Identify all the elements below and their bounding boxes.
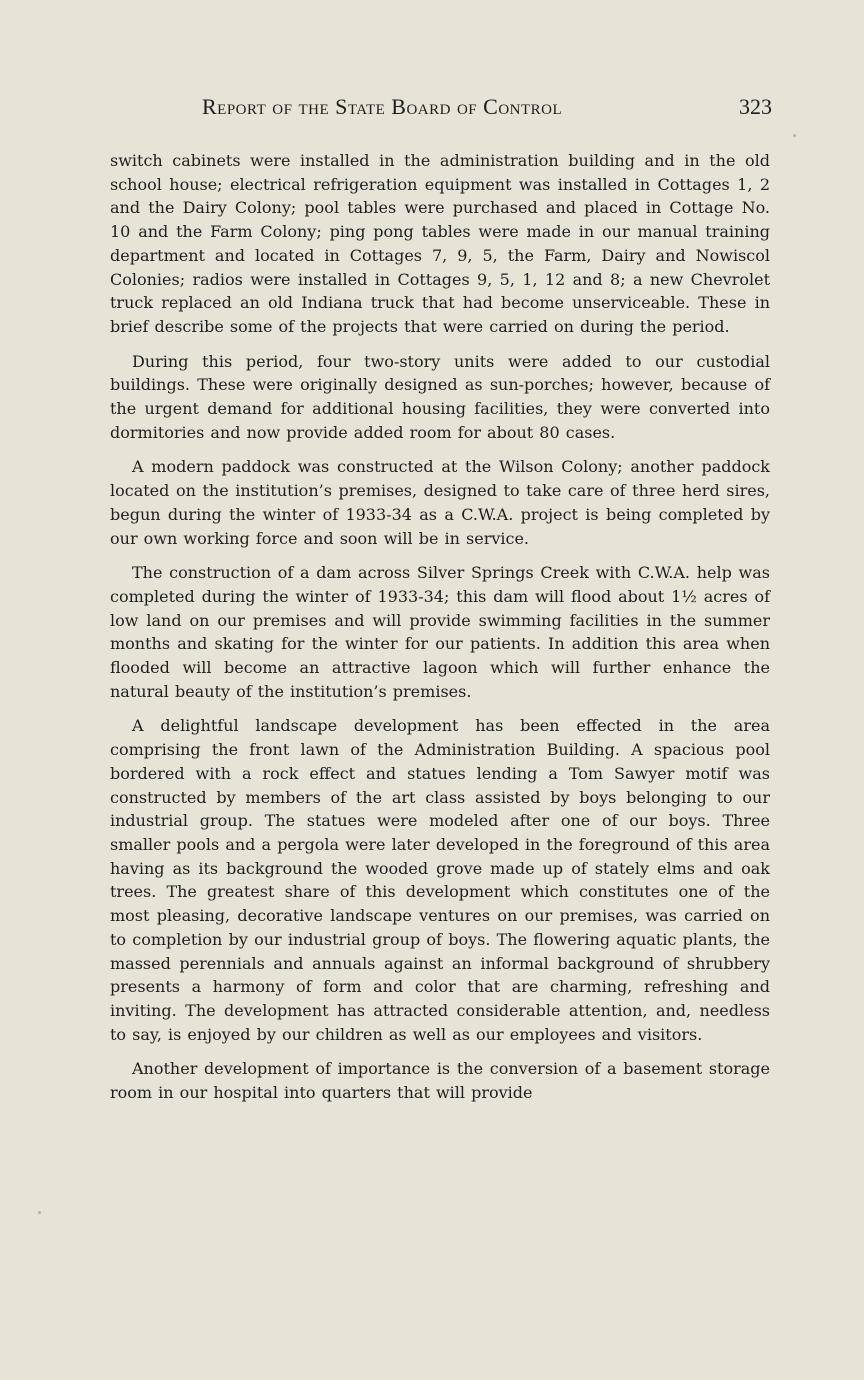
- paper-speck: [793, 134, 796, 137]
- paragraph-paddock: A modern paddock was constructed at the Wilson Colony; another paddock located on the institution’s premises, designed to take care of three herd sires, begun during the winter of 1933-34 as a C.W.A. project is being completed by our own working force and soon will be in service.: [110, 457, 770, 548]
- paragraph-landscape: A delightful landscape development has been effected in the area comprising the front lawn of the Administration Building. A spacious pool bordered with a rock effect and statues lending a Tom Sawyer motif was constructed by members of the art class assisted by boys belonging to our industrial group. The statues were modeled after one of our boys. Three smaller pools and a pergola were later developed in the foreground of this area having as its background the wooded grove made up of stately elms and oak trees. The greatest share of this development which constitutes one of the most pleasing, decorative landscape ventures on our premises, was carried on to completion by our industrial group of boys. The flowering aquatic plants, the massed perennials and annuals against an informal background of shrubbery presents a harmony of form and color that are charming, refreshing and inviting. The development has attracted considerable attention, and, needless to say, is enjoyed by our children as well as our employees and visitors.: [110, 716, 770, 1044]
- paper-speck: [38, 1211, 41, 1214]
- paragraph-hospital-conversion: Another development of importance is the conversion of a basement storage room in our hospital into quarters that will provide: [110, 1059, 770, 1103]
- paragraph-continued: switch cabinets were installed in the administration building and in the old school house; electrical refrigeration equipment was installed in Cottages 1, 2 and the Dairy Colony; pool tables were purchased and placed in Cottage No. 10 and the Farm Colony; ping pong tables were made in our manual training department and located in Cottages 7, 9, 5, the Farm, Dairy and Nowiscol Colonies; radios were installed in Cottages 9, 5, 1, 12 and 8; a new Chevrolet truck replaced an old Indiana truck that had become unserviceable. These in brief describe some of the projects that were carried on during the period.: [110, 151, 770, 336]
- body-text: [110, 149, 770, 1116]
- paragraph-dam: The construction of a dam across Silver Springs Creek with C.W.A. help was completed during the winter of 1933-34; this dam will flood about 1½ acres of low land on our premises and will provide swimming facilities in the summer months and skating for the winter for our patients. In addition this area when flooded will become an attractive lagoon which will further enhance the natural beauty of the institution’s premises.: [110, 563, 770, 701]
- running-head: [110, 94, 772, 126]
- paragraph-custodial-buildings: During this period, four two-story units were added to our custodial buildings. These were originally designed as sun-porches; however, because of the urgent demand for additional housing facilities, they were converted into dormitories and now provide added room for about 80 cases.: [110, 351, 770, 442]
- running-head-title: Report of the State Board of Control: [202, 94, 563, 119]
- page-number: 323: [739, 94, 772, 119]
